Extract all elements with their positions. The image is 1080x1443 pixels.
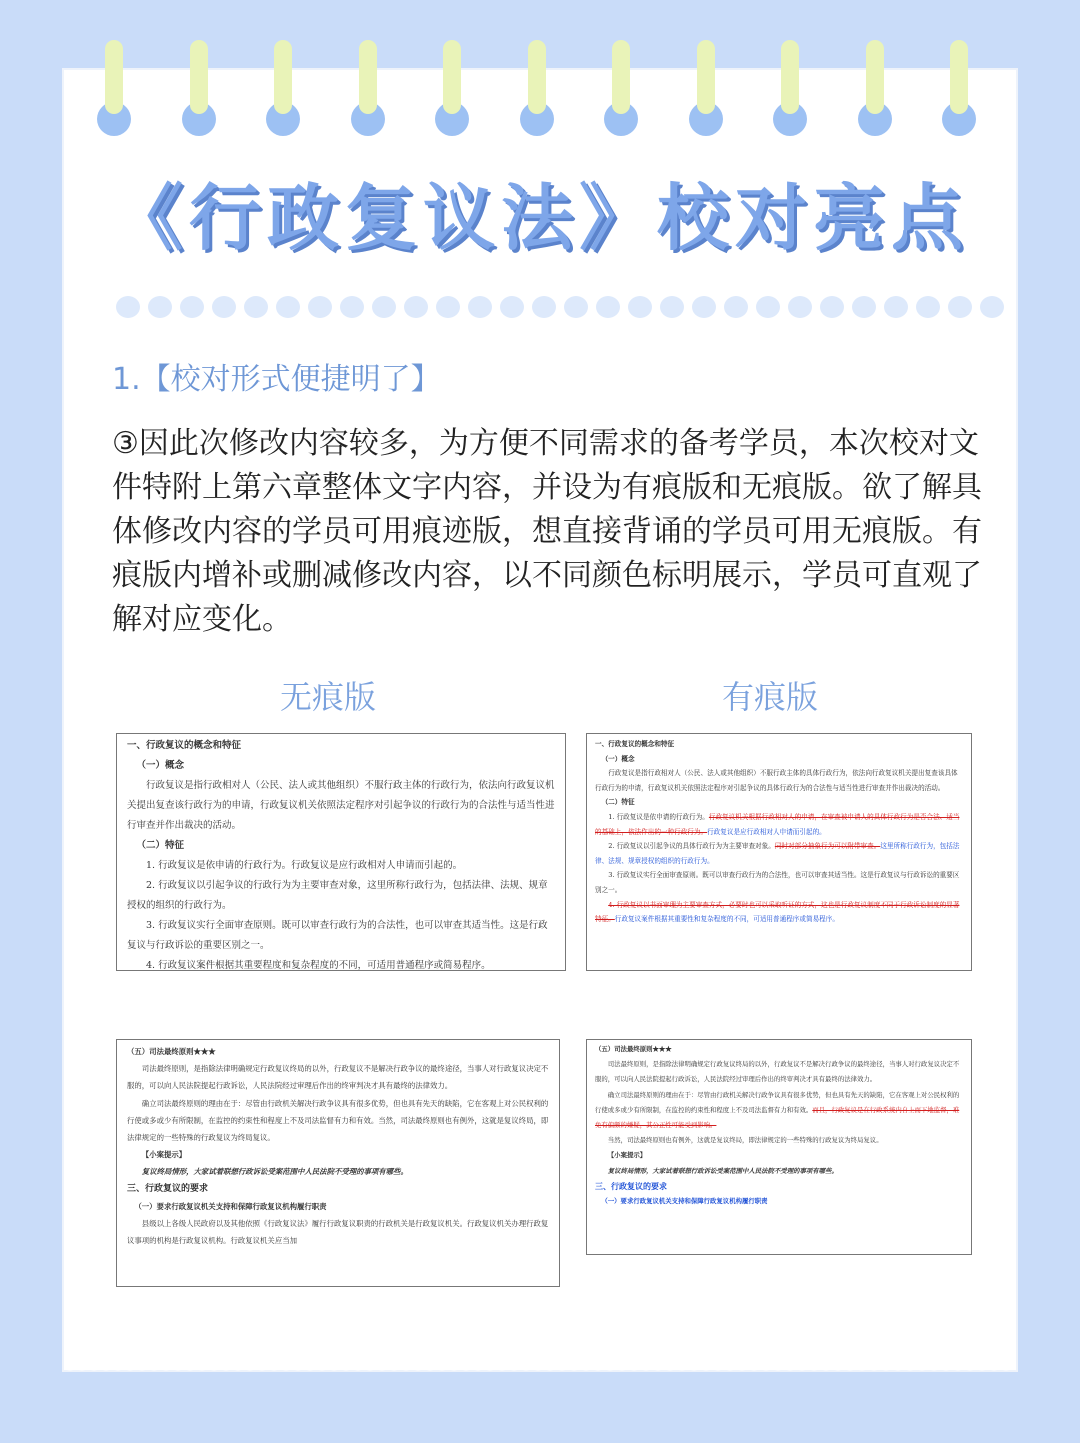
clean-version-page-1 [116, 733, 566, 971]
divider-dot [532, 296, 556, 318]
unchanged-text: 2. 行政复议以引起争议的具体行政行为为主要审查对象。 [608, 842, 775, 851]
added-text: 行政复议是应行政相对人申请而引起的。 [707, 827, 826, 836]
doc-paragraph: 确立司法最终原则的理由在于：尽管由行政机关解决行政争议具有很多优势，但也具有先天的缺陷，它在客观上对公民权利的行使或多或少有所限制，在监控的约束性和程度上不及司法监督有力和有效。当然，司法最终原则也有例外，这就是复议终局，即法律规定的一些特殊的行政复议为终局复议。 [127, 1098, 549, 1143]
divider-dot [276, 296, 300, 318]
divider-dot [404, 296, 428, 318]
doc-list-item: 1. 行政复议是依申请的行政行为。行政复议是应行政相对人申请而引起的。 [146, 860, 463, 871]
doc-heading: 一、行政复议的概念和特征 [595, 740, 675, 748]
divider-dot [724, 296, 748, 318]
divider-dot [372, 296, 396, 318]
doc-list-item [595, 810, 963, 839]
doc-subheading: （一）概念 [601, 754, 635, 763]
doc-list-item: 2. 行政复议以引起争议的行政行为为主要审查对象，这里所称行政行为，包括法律、法规、规章授权的组织的行政行为。 [127, 880, 548, 911]
doc-paragraph: 当然，司法最终原则也有例外，这就是复议终局，即法律规定的一些特殊的行政复议为终局复议。 [607, 1136, 883, 1145]
doc-paragraph: 行政复议是指行政相对人（公民、法人或其他组织）不服行政主体的行政行为，依法向行政复议机关提出复查该行政行为的申请，行政复议机关依照法定程序对引起争议的行政行为的合法性与适当性进行审查并作出裁决的活动。 [127, 780, 555, 831]
binder-ring-icon [266, 40, 300, 140]
divider-dot [564, 296, 588, 318]
clean-version-page-2 [116, 1039, 560, 1287]
deleted-text: 4. 行政复议以书面审理为主要审查方式，必要时也可以采取听证的方式，这也是行政复议制度不同于行政诉讼制度的显著特征。 [595, 900, 960, 924]
binder-ring-icon [773, 40, 807, 140]
divider-dot [852, 296, 876, 318]
doc-subheading: （二）特征 [136, 840, 185, 851]
divider-dot [148, 296, 172, 318]
added-text: 行政复议案件根据其重要性和复杂程度的不同，可适用普通程序或简易程序。 [614, 915, 839, 924]
doc-heading: 一、行政复议的概念和特征 [127, 740, 242, 751]
divider-dot [116, 296, 140, 318]
doc-tip-text: 复议终局情形，大家试着联想行政诉讼受案范围中人民法院不受理的事项有哪些。 [607, 1166, 838, 1175]
doc-subheading: （一）要求行政复议机关支持和保障行政复议机构履行职责 [601, 1197, 768, 1206]
divider-dot [884, 296, 908, 318]
dotted-divider [116, 296, 1006, 320]
binder-ring-icon [182, 40, 216, 140]
binder-ring-icon [520, 40, 554, 140]
divider-dot [436, 296, 460, 318]
doc-tip-title: 【小案提示】 [141, 1150, 187, 1160]
binder-ring-icon [351, 40, 385, 140]
doc-subheading: （二）特征 [601, 798, 635, 807]
doc-paragraph [595, 1088, 963, 1134]
divider-dot [788, 296, 812, 318]
tracked-version-page-2 [586, 1039, 972, 1255]
unchanged-text: 确立司法最终原则的理由在于：尽管由行政机关解决行政争议具有很多优势，但也具有先天的缺陷，它在客观上对公民权利的行使或多或少有所限制，在监控的约束性和程度上不及司法监督有力和有效。 [595, 1090, 960, 1114]
doc-paragraph: 县级以上各级人民政府以及其他依照《行政复议法》履行行政复议职责的行政机关是行政复议机关。行政复议机关办理行政复议事项的机构是行政复议机构。行政复议机关应当加 [127, 1219, 549, 1246]
binder-ring-icon [604, 40, 638, 140]
doc-tip-text: 复议终局情形，大家试着联想行政诉讼受案范围中人民法院不受理的事项有哪些。 [141, 1167, 408, 1177]
doc-list-item: 4. 行政复议案件根据其重要程度和复杂程度的不同，可适用普通程序或简易程序。 [146, 960, 491, 971]
doc-heading: 三、行政复议的要求 [595, 1180, 667, 1191]
divider-dot [820, 296, 844, 318]
divider-dot [628, 296, 652, 318]
doc-heading: （五）司法最终原则★★★ [595, 1045, 672, 1053]
binder-ring-icon [435, 40, 469, 140]
divider-dot [212, 296, 236, 318]
deleted-text: 而且，行政复议是在行政系统内自上而下地监督，难免有偏颇的嫌疑，其公正性可能受到影响。 [595, 1105, 960, 1130]
doc-list-item [595, 898, 963, 927]
divider-dot [756, 296, 780, 318]
divider-dot [244, 296, 268, 318]
divider-dot [980, 296, 1004, 318]
divider-dot [180, 296, 204, 318]
divider-dot [596, 296, 620, 318]
doc-list-item: 3. 行政复议实行全面审查原则。既可以审查行政行为的合法性，也可以审查其适当性。这是行政复议与行政诉讼的重要区别之一。 [127, 920, 548, 951]
doc-subheading: （一）要求行政复议机关支持和保障行政复议机构履行职责 [134, 1201, 327, 1211]
doc-subheading: （一）概念 [136, 760, 185, 771]
added-text: 这里所称行政行为，包括法律、法规、规章授权的组织的行政行为。 [595, 842, 960, 865]
binder-ring-icon [858, 40, 892, 140]
divider-dot [916, 296, 940, 318]
deleted-text: 同时对部分抽象行为可以附带审查。 [774, 842, 881, 851]
divider-dot [340, 296, 364, 318]
binder-ring-icon [942, 40, 976, 140]
unchanged-text: 1. 行政复议是依申请的行政行为。 [608, 812, 709, 821]
tracked-version-page-1 [586, 733, 972, 971]
divider-dot [948, 296, 972, 318]
doc-heading: （五）司法最终原则★★★ [127, 1047, 216, 1056]
deleted-text: 行政复议机关根据行政相对人的申请，在审查被申请人的具体行政行为是否合法、适当的基础上，依法作出的一种行政行为。 [595, 812, 960, 836]
page-title: 《行政复议法》校对亮点 [110, 175, 969, 260]
section-title: 1.【校对形式便捷明了】 [112, 362, 441, 397]
divider-dot [692, 296, 716, 318]
label-tracked-version: 有痕版 [722, 678, 819, 716]
doc-heading: 三、行政复议的要求 [127, 1183, 209, 1194]
divider-dot [660, 296, 684, 318]
body-paragraph: ③因此次修改内容较多，为方便不同需求的备考学员，本次校对文件特附上第六章整体文字内容，并设为有痕版和无痕版。欲了解具体修改内容的学员可用痕迹版，想直接背诵的学员可用无痕版。有痕版内增补或删减修改内容，以不同颜色标明展示，学员可直观了解对应变化。 [112, 426, 982, 637]
doc-list-item [595, 839, 963, 868]
divider-dot [500, 296, 524, 318]
binder-ring-icon [97, 40, 131, 140]
doc-paragraph: 行政复议是指行政相对人（公民、法人或其他组织）不服行政主体的具体行政行为，依法向行政复议机关提出复查该具体行政行为的申请，行政复议机关依照法定程序对引起争议的具体行政行为的合法性与适当性进行审查并作出裁决的活动。 [595, 769, 958, 792]
label-clean-version: 无痕版 [280, 678, 377, 716]
divider-dot [308, 296, 332, 318]
doc-tip-title: 【小案提示】 [607, 1151, 647, 1160]
doc-paragraph: 司法最终原则，是指除法律明确规定行政复议终局的以外，行政复议不是解决行政争议的最终途径，当事人对行政复议决定不服的，可以向人民法院提起行政诉讼，人民法院经过审理后作出的终审判决才具有最终的法律效力。 [595, 1060, 960, 1084]
binder-ring-icon [689, 40, 723, 140]
doc-list-item: 3. 行政复议实行全面审查原则。既可以审查行政行为的合法性，也可以审查其适当性。这是行政复议与行政诉讼的重要区别之一。 [595, 871, 960, 894]
doc-paragraph: 司法最终原则，是指除法律明确规定行政复议终局的以外，行政复议不是解决行政争议的最终途径，当事人对行政复议决定不服的，可以向人民法院提起行政诉讼，人民法院经过审理后作出的终审判决才具有最终的法律效力。 [127, 1064, 549, 1091]
divider-dot [468, 296, 492, 318]
